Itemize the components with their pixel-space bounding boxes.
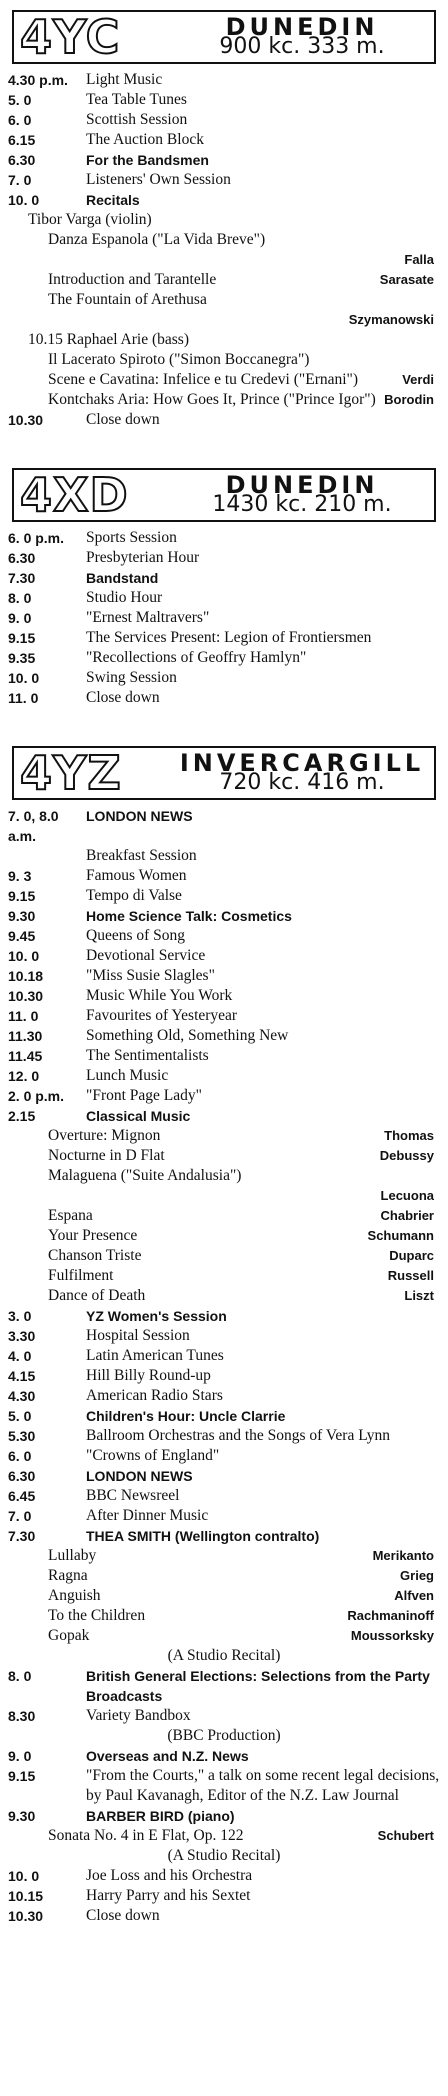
composer: Szymanowski <box>348 312 434 327</box>
listing-time: 8. 0 <box>8 590 32 606</box>
listing-item <box>8 846 440 866</box>
listing-item <box>8 90 440 110</box>
listing-title: "Ernest Maltravers" <box>86 609 210 626</box>
listing-item <box>8 1806 440 1826</box>
piece-title: Overture: Mignon <box>48 1127 161 1144</box>
listing-time: 10. 0 <box>8 1868 40 1884</box>
listing-item <box>8 1526 440 1546</box>
listing-item <box>8 906 440 926</box>
listing-item <box>8 528 440 548</box>
listing-title: Swing Session <box>86 669 177 686</box>
listing-item <box>8 1026 440 1046</box>
listing-time: 6.30 <box>8 152 36 168</box>
radio-listings-page <box>0 10 448 2096</box>
station-city: DUNEDIN <box>225 13 379 41</box>
composer: Sarasate <box>379 272 434 287</box>
composer: Falla <box>404 252 434 267</box>
listing-time: 4.30 <box>8 1388 36 1404</box>
listing-title: Classical Music <box>86 1108 191 1124</box>
listing-time: 6.30 <box>8 1468 36 1484</box>
listing-time: 10.30 <box>8 1908 44 1924</box>
listing-time: 10. 0 <box>8 670 40 686</box>
listing-title: Devotional Service <box>86 947 206 964</box>
listing-title: BBC Newsreel <box>86 1487 180 1504</box>
composer: Schumann <box>367 1228 434 1243</box>
listing-time: 8.30 <box>8 1708 36 1724</box>
listing-item <box>8 1086 440 1106</box>
composer: Lecuona <box>380 1188 434 1203</box>
listing-item <box>8 986 440 1006</box>
listing-item <box>8 150 440 170</box>
listing-item <box>8 1326 440 1346</box>
listing-title: "Recollections of Geoffry Hamlyn" <box>86 649 307 666</box>
listing-time: 7.30 <box>8 570 36 586</box>
music-piece <box>8 1186 440 1206</box>
listing-item <box>8 110 440 130</box>
listing-item <box>8 1306 440 1326</box>
piece-title: The Fountain of Arethusa <box>48 291 207 308</box>
station-header-4yc <box>12 10 436 64</box>
piece-title <box>48 1186 381 1206</box>
listing-title: Studio Hour <box>86 589 163 606</box>
listing-time: 11.45 <box>8 1048 43 1064</box>
listing-title: Something Old, Something New <box>86 1027 289 1044</box>
music-piece <box>8 1146 440 1166</box>
listing-time: 11.30 <box>8 1028 43 1044</box>
listing-time: 4.15 <box>8 1368 36 1384</box>
listing-time: 6. 0 <box>8 112 32 128</box>
music-piece <box>8 250 440 270</box>
listing-item <box>8 628 440 648</box>
listing-title: Famous Women <box>86 867 187 884</box>
station-header-4yz <box>12 746 436 800</box>
listing-item <box>8 926 440 946</box>
listing-time: 6. 0 <box>8 1448 32 1464</box>
composer: Alfven <box>394 1588 434 1603</box>
composer: Thomas <box>384 1128 434 1143</box>
listing-time: 11. 0 <box>8 1008 39 1024</box>
listing-item <box>8 1906 440 1926</box>
listing-time: 9. 0 <box>8 610 32 626</box>
listing-time: 4.30 p.m. <box>8 72 68 88</box>
listing-title: Ballroom Orchestras and the Songs of Vera Lynn <box>86 1427 391 1444</box>
listing-item <box>8 668 440 688</box>
listing-title: "Miss Susie Slagles" <box>86 967 215 984</box>
listing-item <box>8 1666 440 1706</box>
listing-title: YZ Women's Session <box>86 1308 227 1324</box>
composer: Grieg <box>400 1568 434 1583</box>
listing-title: Lunch Music <box>86 1067 169 1084</box>
listing-title: Hill Billy Round-up <box>86 1367 211 1384</box>
listing-title: Home Science Talk: Cosmetics <box>86 908 292 924</box>
listing-item <box>8 568 440 588</box>
listing-item <box>8 1006 440 1026</box>
piece-title: Danza Espanola ("La Vida Breve") <box>48 231 266 248</box>
piece-title: Fulfilment <box>48 1267 114 1284</box>
music-piece <box>8 1266 440 1286</box>
listing-title: THEA SMITH (Wellington contralto) <box>86 1528 320 1544</box>
listing-time: 3. 0 <box>8 1308 32 1324</box>
piece-title: Ragna <box>48 1567 88 1584</box>
listing-item <box>8 1706 440 1726</box>
station-4yz <box>8 746 440 1926</box>
listing-item <box>8 548 440 568</box>
listing-item <box>8 648 440 668</box>
listing-title: Latin American Tunes <box>86 1347 224 1364</box>
listing-title: For the Bandsmen <box>86 152 209 168</box>
listing-item <box>8 1106 440 1126</box>
piece-title: Nocturne in D Flat <box>48 1147 165 1164</box>
listing-time: 10.30 <box>8 988 44 1004</box>
listing-item <box>8 1426 440 1446</box>
listing-time <box>8 846 86 866</box>
music-piece <box>8 350 440 370</box>
station-city: INVERCARGILL <box>179 749 425 777</box>
listing-item: 10.30 Close down <box>8 411 160 428</box>
listing-item <box>8 1486 440 1506</box>
listing-item <box>8 1066 440 1086</box>
listing-title: Scottish Session <box>86 111 188 128</box>
listing-time: 5. 0 <box>8 92 32 108</box>
listing-item <box>8 886 440 906</box>
listing-title: Tea Table Tunes <box>86 91 187 108</box>
listing-title: Hospital Session <box>86 1327 190 1344</box>
listing-title: LONDON NEWS <box>86 808 193 824</box>
listing-item <box>8 866 440 886</box>
piece-title: To the Children <box>48 1607 146 1624</box>
listing-time: 10. 0 <box>8 192 40 208</box>
station-city: DUNEDIN <box>225 471 379 499</box>
listing-title: Presbyterian Hour <box>86 549 200 566</box>
music-piece <box>8 270 440 290</box>
recital-artist: Tibor Varga (violin) <box>28 211 152 228</box>
listing-time: 10. 0 <box>8 948 40 964</box>
listing-item <box>8 966 440 986</box>
listing-item <box>8 1046 440 1066</box>
station-frequency: 900 kc. 333 m. <box>219 34 385 59</box>
composer: Rachmaninoff <box>347 1608 434 1623</box>
listing-item <box>8 588 440 608</box>
listing-time: 5. 0 <box>8 1408 32 1424</box>
listing-time: 7. 0 <box>8 172 32 188</box>
piece-title: Lullaby <box>48 1547 97 1564</box>
music-piece <box>8 1246 440 1266</box>
listing-item <box>8 1506 440 1526</box>
listing-time: 12. 0 <box>8 1068 40 1084</box>
listing-title: "Front Page Lady" <box>86 1087 202 1104</box>
call-sign: 4XD <box>20 468 129 522</box>
station-header-4xd <box>12 468 436 522</box>
piece-title: Introduction and Tarantelle <box>48 271 217 288</box>
station-4yc <box>8 10 440 430</box>
listing-title: American Radio Stars <box>86 1387 223 1404</box>
piece-title: Malaguena ("Suite Andalusia") <box>48 1167 242 1184</box>
recital-artist: 10.15 Raphael Arie (bass) <box>28 331 189 348</box>
listing-time: 9.35 <box>8 650 36 666</box>
music-piece <box>8 1626 440 1646</box>
listing-time: 5.30 <box>8 1428 36 1444</box>
composer: Moussorksky <box>350 1628 434 1643</box>
listing-time: 4. 0 <box>8 1348 32 1364</box>
listing-item <box>8 1466 440 1486</box>
composer: Verdi <box>402 372 434 387</box>
station-frequency: 1430 kc. 210 m. <box>212 492 392 517</box>
music-piece <box>8 1546 440 1566</box>
listing-title: The Auction Block <box>86 131 204 148</box>
listing-time: 6. 0 p.m. <box>8 530 65 546</box>
listing-title: LONDON NEWS <box>86 1468 193 1484</box>
piece-title <box>48 250 404 270</box>
listing-time: 2.15 <box>8 1108 36 1124</box>
listing-title: Music While You Work <box>86 987 233 1004</box>
listing-time: 9.15 <box>8 888 36 904</box>
listing-item <box>8 170 440 190</box>
listing-item <box>8 946 440 966</box>
music-piece <box>8 310 440 330</box>
station-frequency: 720 kc. 416 m. <box>219 770 385 795</box>
listing-title: Children's Hour: Uncle Clarrie <box>86 1408 286 1424</box>
music-piece <box>8 230 440 250</box>
composer: Duparc <box>389 1248 434 1263</box>
listing-title: Overseas and N.Z. News <box>86 1748 249 1764</box>
listing-title: Breakfast Session <box>86 847 197 864</box>
station-4xd <box>8 468 440 708</box>
listing-title: Variety Bandbox <box>86 1707 191 1724</box>
listing-time: 9.30 <box>8 908 36 924</box>
listing-item <box>8 1446 440 1466</box>
music-piece <box>8 1166 440 1186</box>
listing-time: 6.30 <box>8 550 36 566</box>
listing-item <box>8 1366 440 1386</box>
listing-time: 3.30 <box>8 1328 36 1344</box>
listing-title: The Sentimentalists <box>86 1047 209 1064</box>
listing-title: Recitals <box>86 192 140 208</box>
listing-item <box>8 806 440 846</box>
listing-title: Light Music <box>86 71 163 88</box>
listing-time: 9.30 <box>8 1808 36 1824</box>
listing-title: Joe Loss and his Orchestra <box>86 1867 253 1884</box>
listing-title: BARBER BIRD (piano) <box>86 1808 235 1824</box>
listing-item <box>8 130 440 150</box>
piece-title: Kontchaks Aria: How Goes It, Prince ("Prince Igor") <box>48 391 376 408</box>
call-sign: 4YC <box>20 10 121 64</box>
music-piece <box>8 1566 440 1586</box>
listing-time: 9.45 <box>8 928 36 944</box>
piece-title: Gopak <box>48 1627 90 1644</box>
listing-title: Sports Session <box>86 529 177 546</box>
call-sign: 4YZ <box>20 746 122 800</box>
piece-title: Il Lacerato Spiroto ("Simon Boccanegra") <box>48 351 310 368</box>
listing-title: British General Elections: Selections from the Party Broadcasts <box>86 1668 430 1704</box>
studio-recital-note: (A Studio Recital) <box>167 1647 281 1664</box>
studio-recital-note: (A Studio Recital) <box>167 1847 281 1864</box>
listing-item <box>8 1766 440 1806</box>
composer: Liszt <box>404 1288 434 1303</box>
listing-item <box>8 190 440 210</box>
listing-item <box>8 70 440 90</box>
composer: Borodin <box>384 392 434 407</box>
music-piece <box>8 1286 440 1306</box>
piece-title: Anguish <box>48 1587 101 1604</box>
piece-title: Scene e Cavatina: Infelice e tu Credevi ("Ernani") <box>48 371 359 388</box>
music-piece <box>8 1606 440 1626</box>
listing-time: 9. 3 <box>8 868 32 884</box>
listing-title: The Services Present: Legion of Frontiersmen <box>86 629 372 646</box>
composer: Debussy <box>379 1148 434 1163</box>
listing-item <box>8 1406 440 1426</box>
listing-title: Listeners' Own Session <box>86 171 231 188</box>
listing-time: 7.30 <box>8 1528 36 1544</box>
listing-time: 10.18 <box>8 968 44 984</box>
piece-title: Dance of Death <box>48 1287 146 1304</box>
listing-title: Harry Parry and his Sextet <box>86 1887 251 1904</box>
sonata-piece: Sonata No. 4 in E Flat, Op. 122 Schubert <box>48 1827 434 1844</box>
listing-item <box>8 1866 440 1886</box>
piece-title: Your Presence <box>48 1227 138 1244</box>
listing-item <box>8 1346 440 1366</box>
bbc-production-note: (BBC Production) <box>167 1727 281 1744</box>
listing-item <box>8 1386 440 1406</box>
composer: Chabrier <box>380 1208 434 1223</box>
listing-title: Bandstand <box>86 570 159 586</box>
listing-time: 10.15 <box>8 1888 44 1904</box>
listing-time: 7. 0, 8.0 a.m. <box>8 808 59 844</box>
listing-time: 6.45 <box>8 1488 36 1504</box>
piece-title: Espana <box>48 1207 93 1224</box>
listing-time: 9.15 <box>8 630 36 646</box>
music-piece <box>8 290 440 310</box>
listing-title: Tempo di Valse <box>86 887 182 904</box>
listing-title: Close down <box>86 689 160 706</box>
piece-title: Chanson Triste <box>48 1247 142 1264</box>
listing-time: 9. 0 <box>8 1748 32 1764</box>
music-piece <box>8 390 440 410</box>
listing-time: 7. 0 <box>8 1508 32 1524</box>
music-piece <box>8 1206 440 1226</box>
listing-title: Favourites of Yesteryear <box>86 1007 238 1024</box>
music-piece <box>8 370 440 390</box>
listing-time: 9.15 <box>8 1768 36 1784</box>
listing-item <box>8 1746 440 1766</box>
music-piece <box>8 1226 440 1246</box>
music-piece <box>8 1586 440 1606</box>
piece-title <box>48 310 349 330</box>
listing-title: "From the Courts," a talk on some recent legal decisions, by Paul Kavanagh, Editor of the N.Z. Law Journal <box>86 1767 440 1804</box>
music-piece <box>8 1126 440 1146</box>
listing-item <box>8 608 440 628</box>
composer: Russell <box>387 1268 434 1283</box>
listing-time: 2. 0 p.m. <box>8 1088 65 1104</box>
listing-time: 11. 0 <box>8 690 39 706</box>
composer: Merikanto <box>372 1548 434 1563</box>
listing-title: "Crowns of England" <box>86 1447 220 1464</box>
listing-title: Queens of Song <box>86 927 186 944</box>
listing-time: 8. 0 <box>8 1668 32 1684</box>
listing-item <box>8 688 440 708</box>
listing-item <box>8 1886 440 1906</box>
listing-title: After Dinner Music <box>86 1507 209 1524</box>
listing-title: Close down <box>86 1907 160 1924</box>
listing-time: 6.15 <box>8 132 36 148</box>
